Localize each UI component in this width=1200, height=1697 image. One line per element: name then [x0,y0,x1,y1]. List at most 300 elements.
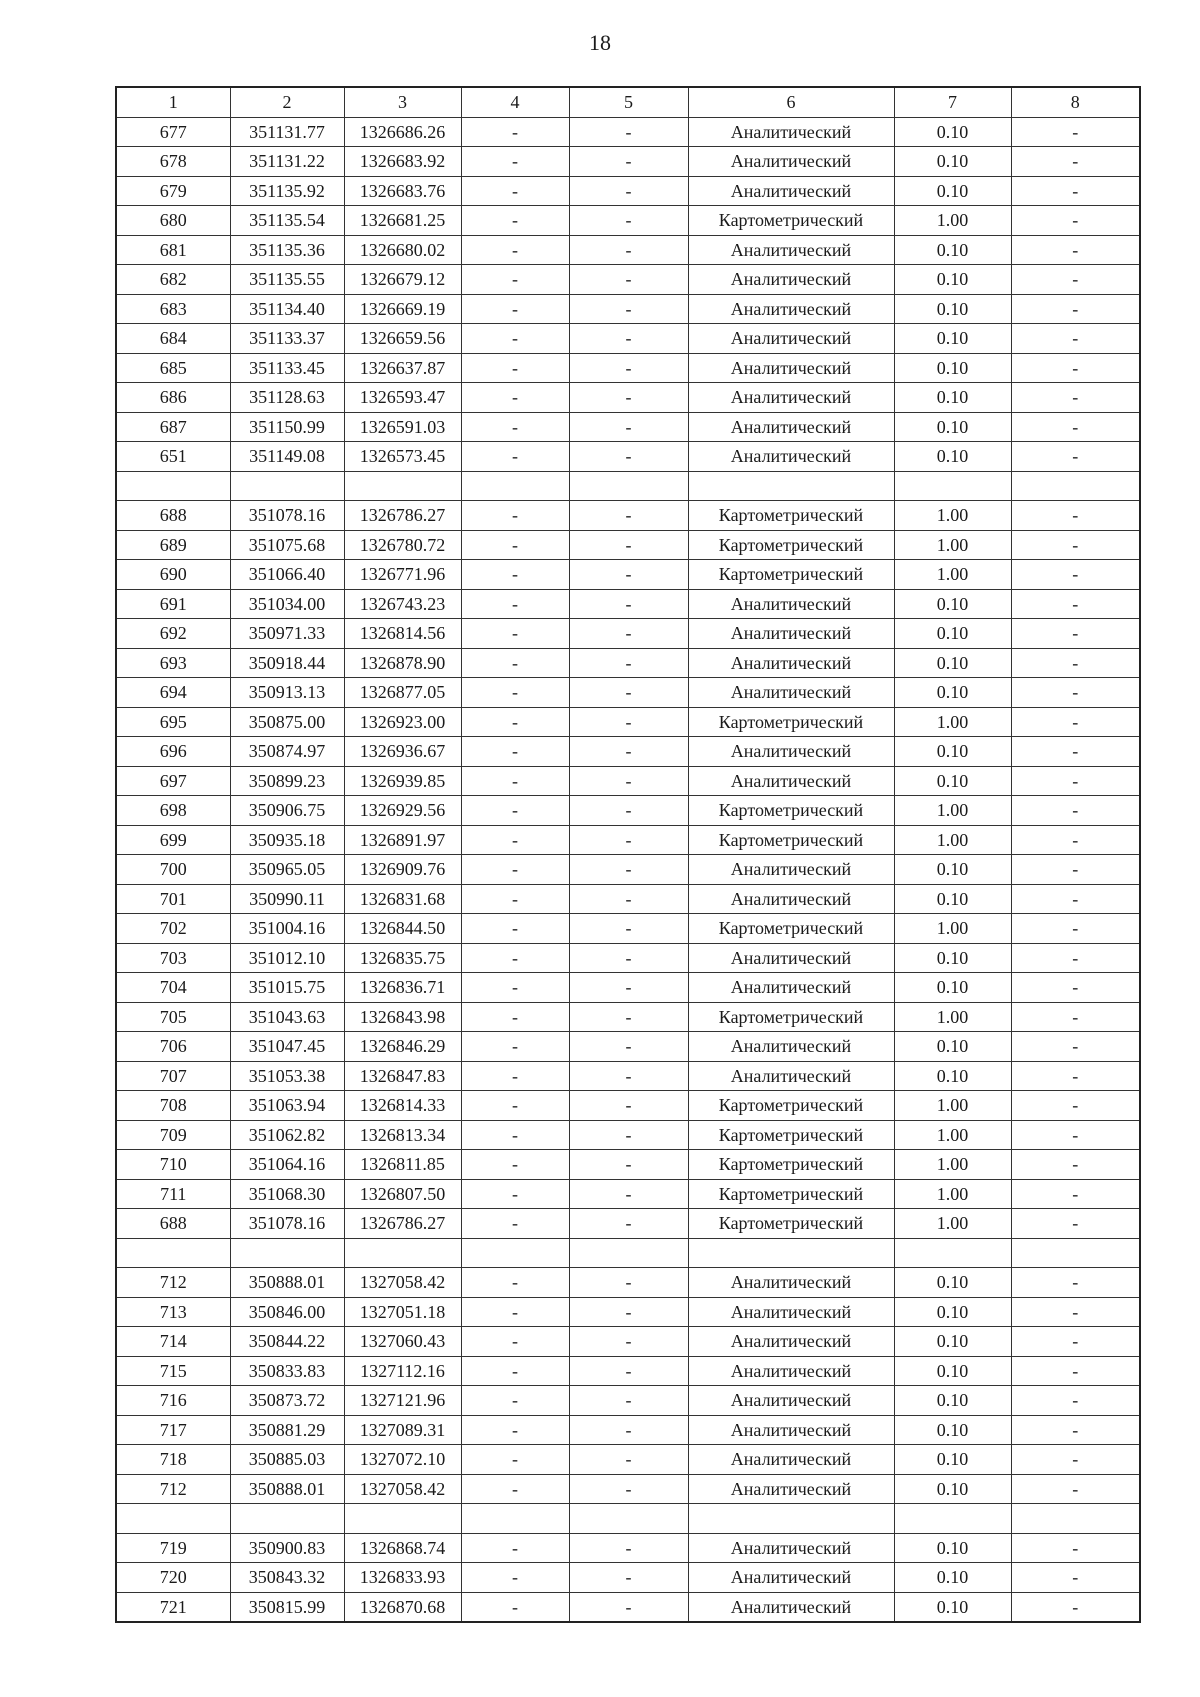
table-row [116,560,1140,590]
table-row [116,383,1140,413]
table-cell: 700 [116,855,230,885]
table-cell: - [1011,383,1140,413]
table-cell: - [569,973,688,1003]
table-row [116,766,1140,796]
table-cell: - [1011,324,1140,354]
table-cell: - [569,943,688,973]
table-cell: - [1011,1592,1140,1622]
table-cell: - [461,206,569,236]
table-cell: 707 [116,1061,230,1091]
table-cell: - [461,796,569,826]
table-cell: 0.10 [894,324,1011,354]
table-row [116,1297,1140,1327]
table-cell: - [461,943,569,973]
table-cell: 1327051.18 [344,1297,461,1327]
table-cell: 715 [116,1356,230,1386]
table-cell: 350885.03 [230,1445,344,1475]
table-cell: 1326870.68 [344,1592,461,1622]
table-cell: 350815.99 [230,1592,344,1622]
table-cell: 351131.77 [230,117,344,147]
table-cell: 704 [116,973,230,1003]
table-cell: 1326811.85 [344,1150,461,1180]
table-cell: 1.00 [894,530,1011,560]
table-cell: Картометрический [688,825,894,855]
table-cell: 0.10 [894,1061,1011,1091]
table-cell: Аналитический [688,766,894,796]
table-cell [1011,1238,1140,1268]
table-cell: 350844.22 [230,1327,344,1357]
table-cell: 709 [116,1120,230,1150]
table-cell: - [569,1209,688,1239]
table-cell: 0.10 [894,1268,1011,1298]
table-cell [116,1238,230,1268]
table-cell: 351150.99 [230,412,344,442]
table-cell: - [569,884,688,914]
table-cell [344,471,461,501]
table-cell: - [461,1091,569,1121]
table-cell: 1326909.76 [344,855,461,885]
table-cell: Аналитический [688,619,894,649]
table-cell: - [569,707,688,737]
table-row [116,943,1140,973]
table-cell: 0.10 [894,1415,1011,1445]
table-cell: Аналитический [688,973,894,1003]
table-cell: 1.00 [894,1209,1011,1239]
table-cell: - [569,353,688,383]
table-cell: - [569,206,688,236]
table-cell: Аналитический [688,442,894,472]
table-cell: 351064.16 [230,1150,344,1180]
table-cell: 350906.75 [230,796,344,826]
table-cell: 0.10 [894,1386,1011,1416]
table-cell: 1326847.83 [344,1061,461,1091]
table-cell: - [569,619,688,649]
table-cell: 0.10 [894,648,1011,678]
table-cell: - [569,855,688,885]
table-cell [1011,471,1140,501]
table-cell: 0.10 [894,383,1011,413]
table-cell: 712 [116,1474,230,1504]
table-cell: - [1011,943,1140,973]
table-cell: 351078.16 [230,1209,344,1239]
table-cell: 713 [116,1297,230,1327]
table-cell: Картометрический [688,1150,894,1180]
table-cell [116,471,230,501]
table-cell: Аналитический [688,353,894,383]
table-cell: Аналитический [688,235,894,265]
table-cell: - [461,1179,569,1209]
table-cell: 351047.45 [230,1032,344,1062]
table-cell [688,471,894,501]
table-cell: 0.10 [894,884,1011,914]
table-row [116,1415,1140,1445]
table-row [116,1563,1140,1593]
table-cell: 350918.44 [230,648,344,678]
table-cell: Аналитический [688,117,894,147]
table-cell: - [461,1474,569,1504]
table-cell: - [1011,1179,1140,1209]
table-cell: 350913.13 [230,678,344,708]
table-cell: - [1011,235,1140,265]
table-cell: - [461,265,569,295]
table-cell: 684 [116,324,230,354]
table-cell: 720 [116,1563,230,1593]
table-separator-row [116,1504,1140,1534]
table-cell: 0.10 [894,943,1011,973]
table-cell: 351149.08 [230,442,344,472]
table-cell: 685 [116,353,230,383]
table-row [116,1386,1140,1416]
table-cell: 1.00 [894,501,1011,531]
table-cell: 1326591.03 [344,412,461,442]
table-cell: 1327112.16 [344,1356,461,1386]
table-cell: - [461,501,569,531]
table-cell: - [461,914,569,944]
table-cell: 1326846.29 [344,1032,461,1062]
table-cell: 351053.38 [230,1061,344,1091]
table-cell: 0.10 [894,265,1011,295]
table-cell: 703 [116,943,230,973]
table-cell: 688 [116,501,230,531]
table-row [116,1002,1140,1032]
table-cell: 351066.40 [230,560,344,590]
table-cell: - [1011,147,1140,177]
table-cell: - [1011,560,1140,590]
table-cell [116,1504,230,1534]
table-row [116,1150,1140,1180]
table-cell: Аналитический [688,1268,894,1298]
table-cell: - [461,235,569,265]
table-cell: 1326771.96 [344,560,461,590]
table-cell: 1326679.12 [344,265,461,295]
table-cell: - [1011,1061,1140,1091]
table-cell: 721 [116,1592,230,1622]
table-cell: - [569,501,688,531]
table-cell: - [1011,589,1140,619]
table-cell: - [461,766,569,796]
table-cell: 0.10 [894,1032,1011,1062]
table-cell: 351015.75 [230,973,344,1003]
table-row [116,589,1140,619]
table-cell: - [569,176,688,206]
table-header-row [116,87,1140,117]
table-cell: - [461,1268,569,1298]
table-cell: - [569,648,688,678]
table-row [116,1032,1140,1062]
table-cell: 696 [116,737,230,767]
table-row [116,1474,1140,1504]
table-cell: 695 [116,707,230,737]
table-cell: - [569,1533,688,1563]
table-cell: 1.00 [894,1179,1011,1209]
table-cell: - [569,1563,688,1593]
table-cell: 1.00 [894,914,1011,944]
table-cell: 0.10 [894,737,1011,767]
table-cell: 718 [116,1445,230,1475]
table-cell: - [569,678,688,708]
table-cell: 1326786.27 [344,1209,461,1239]
table-cell: - [1011,914,1140,944]
table-cell: 1.00 [894,707,1011,737]
table-cell: - [569,1592,688,1622]
table-cell: - [569,1356,688,1386]
table-cell [894,1238,1011,1268]
table-cell: 1326929.56 [344,796,461,826]
table-cell: 0.10 [894,1445,1011,1475]
table-cell: - [1011,294,1140,324]
table-cell: 351012.10 [230,943,344,973]
table-cell: - [1011,648,1140,678]
table-cell: 1327058.42 [344,1474,461,1504]
table-cell: - [461,412,569,442]
table-cell: - [1011,678,1140,708]
table-cell: - [1011,1563,1140,1593]
table-cell: 0.10 [894,678,1011,708]
table-cell: 350873.72 [230,1386,344,1416]
table-cell: - [461,1327,569,1357]
table-cell: 1.00 [894,1002,1011,1032]
table-cell: 1326814.33 [344,1091,461,1121]
table-cell: Аналитический [688,1356,894,1386]
table-cell: - [1011,353,1140,383]
table-cell: - [1011,619,1140,649]
table-cell: 679 [116,176,230,206]
table-cell: - [1011,530,1140,560]
table-cell [1011,1504,1140,1534]
table-cell: - [569,766,688,796]
table-cell: - [569,117,688,147]
table-cell: 0.10 [894,1327,1011,1357]
table-cell: 688 [116,1209,230,1239]
table-row [116,324,1140,354]
table-cell: 699 [116,825,230,855]
table-cell: Аналитический [688,1327,894,1357]
table-cell: - [1011,707,1140,737]
table-cell: - [569,1179,688,1209]
table-cell: Аналитический [688,265,894,295]
table-cell: 0.10 [894,1563,1011,1593]
table-cell: 350833.83 [230,1356,344,1386]
table-cell: 1.00 [894,825,1011,855]
table-cell: - [1011,1209,1140,1239]
table-cell: - [569,796,688,826]
table-cell: 1326813.34 [344,1120,461,1150]
table-cell: 1327058.42 [344,1268,461,1298]
table-cell: 351062.82 [230,1120,344,1150]
table-cell: 0.10 [894,176,1011,206]
table-cell: 1326878.90 [344,648,461,678]
table-cell: - [461,1297,569,1327]
table-row [116,1120,1140,1150]
table-cell: Картометрический [688,796,894,826]
table-cell: 1326939.85 [344,766,461,796]
table-cell: - [1011,973,1140,1003]
table-row [116,914,1140,944]
table-cell: 1.00 [894,560,1011,590]
table-cell: - [1011,1091,1140,1121]
table-cell: - [569,324,688,354]
table-row [116,1091,1140,1121]
table-cell: 350875.00 [230,707,344,737]
table-cell: 350899.23 [230,766,344,796]
table-cell: 1326573.45 [344,442,461,472]
table-cell: - [1011,442,1140,472]
table-cell [461,1504,569,1534]
table-cell: 1326683.92 [344,147,461,177]
table-cell: - [569,914,688,944]
table-row [116,147,1140,177]
table-cell: 1.00 [894,1091,1011,1121]
table-cell: 1326780.72 [344,530,461,560]
table-cell: - [461,294,569,324]
table-cell: - [461,1445,569,1475]
table-cell: - [569,1002,688,1032]
table-cell: 1326833.93 [344,1563,461,1593]
table-cell: Картометрический [688,560,894,590]
table-cell: - [569,1474,688,1504]
table-cell: 1326686.26 [344,117,461,147]
table-cell: 714 [116,1327,230,1357]
table-cell: 1326936.67 [344,737,461,767]
table-cell: - [1011,1386,1140,1416]
table-cell: Аналитический [688,648,894,678]
table-cell: - [461,1061,569,1091]
table-cell: 708 [116,1091,230,1121]
table-cell: 693 [116,648,230,678]
table-cell: Аналитический [688,1386,894,1416]
table-cell [569,1504,688,1534]
table-cell: - [1011,1268,1140,1298]
table-cell: 1.00 [894,1150,1011,1180]
table-cell: 350971.33 [230,619,344,649]
table-row [116,530,1140,560]
table-cell: - [569,530,688,560]
table-cell: - [1011,1150,1140,1180]
header-cell: 5 [569,87,688,117]
table-cell: - [569,412,688,442]
table-cell: - [1011,412,1140,442]
table-row [116,1327,1140,1357]
table-row [116,1061,1140,1091]
table-cell: - [461,707,569,737]
table-cell: - [461,589,569,619]
table-cell: - [1011,1120,1140,1150]
table-cell: 350888.01 [230,1474,344,1504]
table-cell: - [461,1209,569,1239]
table-cell: Аналитический [688,176,894,206]
table-body [116,87,1140,1622]
table-cell: - [461,147,569,177]
table-cell: - [461,1563,569,1593]
header-cell: 3 [344,87,461,117]
table-cell: - [1011,1297,1140,1327]
table-row [116,442,1140,472]
table-cell: - [569,1091,688,1121]
table-cell: - [461,1356,569,1386]
table-cell: 1.00 [894,1120,1011,1150]
table-cell: - [461,1533,569,1563]
table-cell: - [1011,855,1140,885]
header-cell: 2 [230,87,344,117]
table-cell: - [1011,265,1140,295]
table-cell: - [569,589,688,619]
table-cell [230,1238,344,1268]
table-row [116,501,1140,531]
table-cell: 651 [116,442,230,472]
table-cell: - [569,235,688,265]
table-cell: 682 [116,265,230,295]
table-cell: Картометрический [688,1002,894,1032]
table-row [116,206,1140,236]
table-cell: - [461,1386,569,1416]
table-cell: - [461,1002,569,1032]
table-cell: Аналитический [688,884,894,914]
header-cell: 4 [461,87,569,117]
page-number: 18 [589,30,611,55]
table-cell: 0.10 [894,1592,1011,1622]
table-row [116,265,1140,295]
table-cell: 1327089.31 [344,1415,461,1445]
table-cell: 702 [116,914,230,944]
table-cell: 705 [116,1002,230,1032]
table-cell: 698 [116,796,230,826]
table-row [116,796,1140,826]
table-cell: 706 [116,1032,230,1062]
table-cell: 350888.01 [230,1268,344,1298]
table-cell: - [569,1445,688,1475]
table-cell: 1326669.19 [344,294,461,324]
table-cell [344,1238,461,1268]
table-cell: - [461,442,569,472]
table-row [116,973,1140,1003]
table-cell: - [1011,1445,1140,1475]
table-cell: 697 [116,766,230,796]
table-cell: - [1011,1474,1140,1504]
table-cell: 686 [116,383,230,413]
table-cell: 351135.54 [230,206,344,236]
table-cell: 710 [116,1150,230,1180]
table-cell: 351128.63 [230,383,344,413]
table-cell: 351135.92 [230,176,344,206]
table-cell: 350900.83 [230,1533,344,1563]
table-cell: - [461,1120,569,1150]
table-cell: - [569,1032,688,1062]
table-cell: Аналитический [688,412,894,442]
table-cell: 350965.05 [230,855,344,885]
header-cell: 1 [116,87,230,117]
table-cell: 1327121.96 [344,1386,461,1416]
table-cell: - [461,1592,569,1622]
table-row [116,117,1140,147]
header-cell: 6 [688,87,894,117]
table-cell: 692 [116,619,230,649]
table-cell: Картометрический [688,1179,894,1209]
table-cell: - [1011,796,1140,826]
table-cell: - [461,619,569,649]
table-cell: Аналитический [688,1297,894,1327]
table-cell: - [1011,501,1140,531]
table-cell: - [461,324,569,354]
table-cell: - [569,1386,688,1416]
table-cell: 350881.29 [230,1415,344,1445]
table-cell: 1326593.47 [344,383,461,413]
table-cell: 0.10 [894,619,1011,649]
table-cell: Картометрический [688,530,894,560]
table-cell: - [461,825,569,855]
table-cell [461,1238,569,1268]
table-cell: - [1011,176,1140,206]
table-cell: 711 [116,1179,230,1209]
